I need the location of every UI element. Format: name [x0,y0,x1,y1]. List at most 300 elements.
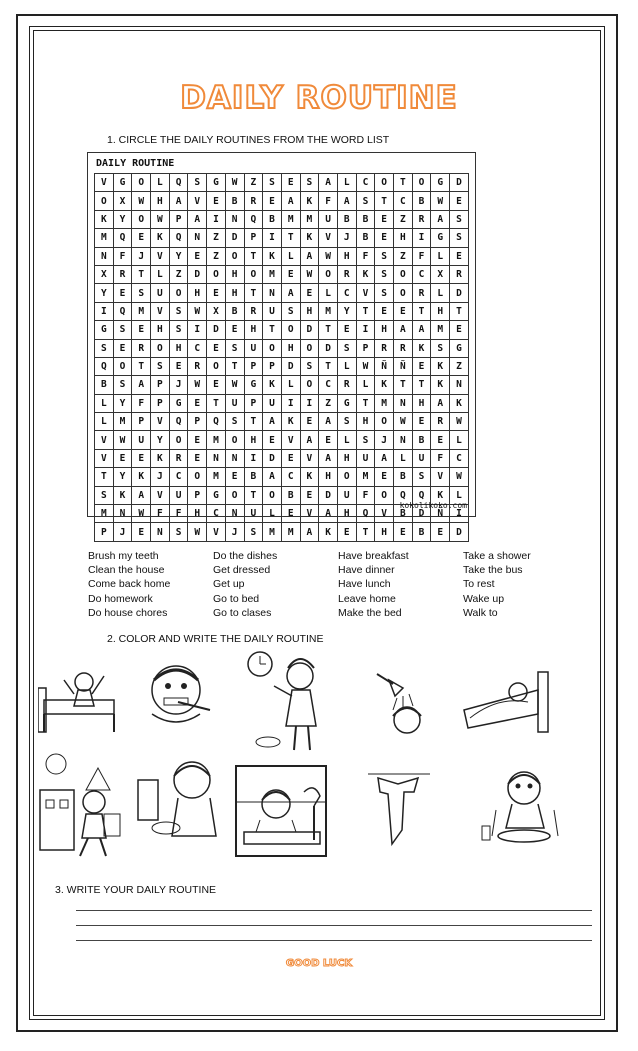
grid-letter[interactable]: K [412,339,431,357]
grid-letter[interactable]: K [375,376,394,394]
grid-letter[interactable]: L [95,394,114,412]
grid-letter[interactable]: N [113,505,132,523]
grid-letter[interactable]: X [95,265,114,283]
grid-letter[interactable]: U [244,339,263,357]
grid-letter[interactable]: E [431,431,450,449]
grid-letter[interactable]: T [207,394,226,412]
grid-letter[interactable]: F [356,247,375,265]
grid-letter[interactable]: S [300,174,319,192]
grid-letter[interactable]: T [244,247,263,265]
grid-letter[interactable]: W [394,413,413,431]
grid-letter[interactable]: U [132,431,151,449]
grid-letter[interactable]: A [281,284,300,302]
grid-letter[interactable]: H [281,339,300,357]
grid-letter[interactable]: A [319,449,338,467]
grid-letter[interactable]: I [244,449,263,467]
grid-letter[interactable]: Q [169,413,188,431]
grid-letter[interactable]: F [412,247,431,265]
grid-letter[interactable]: W [225,174,244,192]
grid-letter[interactable]: S [169,302,188,320]
grid-letter[interactable]: S [95,486,114,504]
grid-letter[interactable]: I [95,302,114,320]
grid-letter[interactable]: M [207,468,226,486]
grid-letter[interactable]: G [207,174,226,192]
grid-letter[interactable]: M [95,505,114,523]
grid-letter[interactable]: V [431,468,450,486]
grid-letter[interactable]: U [356,449,375,467]
grid-letter[interactable]: D [188,265,207,283]
grid-letter[interactable]: O [151,339,170,357]
grid-letter[interactable]: H [394,229,413,247]
grid-letter[interactable]: I [207,210,226,228]
grid-letter[interactable]: V [300,505,319,523]
grid-letter[interactable]: B [263,210,282,228]
grid-letter[interactable]: K [300,468,319,486]
grid-letter[interactable]: G [113,174,132,192]
grid-letter[interactable]: T [356,394,375,412]
grid-letter[interactable]: W [188,523,207,541]
grid-letter[interactable]: M [132,302,151,320]
grid-letter[interactable]: O [375,174,394,192]
grid-letter[interactable]: E [132,449,151,467]
grid-letter[interactable]: M [281,210,300,228]
grid-letter[interactable]: F [431,449,450,467]
grid-letter[interactable]: K [95,210,114,228]
grid-letter[interactable]: L [450,486,469,504]
grid-letter[interactable]: E [263,431,282,449]
grid-letter[interactable]: M [113,413,132,431]
grid-letter[interactable]: W [113,431,132,449]
grid-letter[interactable]: R [394,339,413,357]
grid-letter[interactable]: M [375,394,394,412]
grid-letter[interactable]: V [375,505,394,523]
grid-letter[interactable]: Z [244,174,263,192]
grid-letter[interactable]: C [450,449,469,467]
grid-letter[interactable]: O [95,192,114,210]
grid-letter[interactable]: A [263,468,282,486]
grid-letter[interactable]: R [169,449,188,467]
grid-letter[interactable]: E [412,413,431,431]
grid-letter[interactable]: W [431,192,450,210]
grid-letter[interactable]: D [450,523,469,541]
grid-letter[interactable]: E [412,357,431,375]
grid-letter[interactable]: T [394,174,413,192]
grid-letter[interactable]: S [263,174,282,192]
grid-letter[interactable]: G [207,486,226,504]
grid-letter[interactable]: L [431,247,450,265]
grid-letter[interactable]: M [300,210,319,228]
grid-letter[interactable]: H [375,321,394,339]
grid-letter[interactable]: A [132,376,151,394]
grid-letter[interactable]: M [431,321,450,339]
grid-letter[interactable]: O [263,339,282,357]
grid-letter[interactable]: E [113,284,132,302]
grid-letter[interactable]: V [95,449,114,467]
grid-letter[interactable]: R [412,284,431,302]
grid-letter[interactable]: E [375,302,394,320]
grid-letter[interactable]: O [225,431,244,449]
grid-letter[interactable]: W [225,376,244,394]
grid-letter[interactable]: W [450,413,469,431]
grid-letter[interactable]: E [394,523,413,541]
grid-letter[interactable]: Z [207,247,226,265]
grid-letter[interactable]: K [300,229,319,247]
grid-letter[interactable]: D [319,486,338,504]
grid-letter[interactable]: S [132,284,151,302]
grid-letter[interactable]: Y [169,247,188,265]
grid-letter[interactable]: S [412,468,431,486]
grid-letter[interactable]: P [151,376,170,394]
grid-letter[interactable]: E [113,449,132,467]
grid-letter[interactable]: O [225,486,244,504]
grid-letter[interactable]: E [375,468,394,486]
grid-letter[interactable]: A [300,523,319,541]
grid-letter[interactable]: P [95,523,114,541]
grid-letter[interactable]: O [263,486,282,504]
grid-letter[interactable]: T [132,357,151,375]
grid-letter[interactable]: R [244,192,263,210]
grid-letter[interactable]: Y [113,394,132,412]
grid-letter[interactable]: R [375,339,394,357]
grid-letter[interactable]: Z [450,357,469,375]
grid-letter[interactable]: C [356,174,375,192]
grid-letter[interactable]: H [375,523,394,541]
grid-letter[interactable]: S [375,265,394,283]
grid-letter[interactable]: S [356,192,375,210]
grid-letter[interactable]: O [375,486,394,504]
grid-letter[interactable]: H [225,284,244,302]
grid-letter[interactable]: I [356,321,375,339]
grid-letter[interactable]: C [207,505,226,523]
grid-letter[interactable]: K [263,376,282,394]
grid-letter[interactable]: E [132,321,151,339]
grid-letter[interactable]: A [319,413,338,431]
grid-letter[interactable]: B [356,229,375,247]
grid-letter[interactable]: A [319,174,338,192]
grid-letter[interactable]: H [151,192,170,210]
grid-letter[interactable]: B [394,505,413,523]
grid-letter[interactable]: S [450,210,469,228]
grid-letter[interactable]: V [188,192,207,210]
grid-letter[interactable]: H [225,265,244,283]
grid-letter[interactable]: S [244,523,263,541]
grid-letter[interactable]: Y [337,302,356,320]
grid-letter[interactable]: S [431,339,450,357]
grid-letter[interactable]: O [169,284,188,302]
grid-letter[interactable]: O [188,468,207,486]
grid-letter[interactable]: E [375,229,394,247]
grid-letter[interactable]: Q [169,174,188,192]
grid-letter[interactable]: E [450,247,469,265]
grid-letter[interactable]: H [356,413,375,431]
grid-letter[interactable]: E [394,302,413,320]
grid-letter[interactable]: R [412,210,431,228]
grid-letter[interactable]: W [450,468,469,486]
grid-letter[interactable]: K [113,486,132,504]
grid-letter[interactable]: T [412,302,431,320]
grid-letter[interactable]: L [431,284,450,302]
grid-letter[interactable]: V [151,413,170,431]
grid-letter[interactable]: R [337,265,356,283]
grid-letter[interactable]: B [244,468,263,486]
grid-letter[interactable]: E [281,505,300,523]
grid-letter[interactable]: A [263,413,282,431]
grid-letter[interactable]: V [151,486,170,504]
grid-letter[interactable]: B [412,192,431,210]
grid-letter[interactable]: U [412,449,431,467]
grid-letter[interactable]: V [95,174,114,192]
grid-letter[interactable]: D [263,449,282,467]
grid-letter[interactable]: H [244,431,263,449]
grid-letter[interactable]: E [281,174,300,192]
grid-letter[interactable]: O [394,265,413,283]
grid-letter[interactable]: E [450,321,469,339]
grid-letter[interactable]: C [281,468,300,486]
grid-letter[interactable]: Y [113,468,132,486]
grid-letter[interactable]: V [151,247,170,265]
grid-letter[interactable]: H [244,321,263,339]
grid-letter[interactable]: E [431,523,450,541]
grid-letter[interactable]: E [188,247,207,265]
grid-letter[interactable]: Z [207,229,226,247]
grid-letter[interactable]: B [337,210,356,228]
grid-letter[interactable]: D [412,505,431,523]
grid-letter[interactable]: L [281,247,300,265]
grid-letter[interactable]: E [169,357,188,375]
grid-letter[interactable]: Q [113,229,132,247]
grid-letter[interactable]: J [169,376,188,394]
grid-letter[interactable]: B [95,376,114,394]
grid-letter[interactable]: V [281,431,300,449]
grid-letter[interactable]: A [132,486,151,504]
grid-letter[interactable]: S [375,284,394,302]
grid-letter[interactable]: N [263,284,282,302]
grid-letter[interactable]: O [300,376,319,394]
grid-letter[interactable]: P [188,486,207,504]
grid-letter[interactable]: B [356,210,375,228]
grid-letter[interactable]: Z [394,210,413,228]
grid-letter[interactable]: B [412,431,431,449]
grid-letter[interactable]: A [412,321,431,339]
grid-letter[interactable]: L [394,449,413,467]
grid-letter[interactable]: A [431,394,450,412]
grid-letter[interactable]: D [450,174,469,192]
grid-letter[interactable]: K [151,229,170,247]
grid-letter[interactable]: S [113,376,132,394]
grid-letter[interactable]: D [300,321,319,339]
grid-letter[interactable]: S [356,431,375,449]
grid-letter[interactable]: M [263,523,282,541]
grid-letter[interactable]: R [450,265,469,283]
grid-letter[interactable]: S [169,321,188,339]
grid-letter[interactable]: O [412,174,431,192]
grid-letter[interactable]: S [281,302,300,320]
grid-letter[interactable]: E [188,394,207,412]
grid-letter[interactable]: K [319,523,338,541]
grid-letter[interactable]: P [244,357,263,375]
grid-letter[interactable]: C [394,192,413,210]
grid-letter[interactable]: B [412,523,431,541]
grid-letter[interactable]: V [207,523,226,541]
grid-letter[interactable]: N [394,431,413,449]
grid-letter[interactable]: H [300,302,319,320]
grid-letter[interactable]: G [95,321,114,339]
grid-letter[interactable]: E [207,192,226,210]
grid-letter[interactable]: H [319,468,338,486]
grid-letter[interactable]: N [207,449,226,467]
grid-letter[interactable]: V [319,229,338,247]
grid-letter[interactable]: G [450,339,469,357]
grid-letter[interactable]: I [450,505,469,523]
writing-line[interactable] [76,896,592,911]
grid-letter[interactable]: J [337,229,356,247]
grid-letter[interactable]: L [263,505,282,523]
grid-letter[interactable]: B [225,192,244,210]
grid-letter[interactable]: J [151,468,170,486]
grid-letter[interactable]: E [225,321,244,339]
grid-letter[interactable]: W [319,247,338,265]
grid-letter[interactable]: A [375,449,394,467]
grid-letter[interactable]: L [450,431,469,449]
grid-letter[interactable]: S [450,229,469,247]
grid-letter[interactable]: L [337,431,356,449]
grid-letter[interactable]: Ñ [431,505,450,523]
grid-letter[interactable]: Q [113,302,132,320]
grid-letter[interactable]: O [394,284,413,302]
grid-letter[interactable]: Q [169,229,188,247]
grid-letter[interactable]: M [95,229,114,247]
grid-letter[interactable]: A [300,431,319,449]
grid-letter[interactable]: D [319,339,338,357]
grid-letter[interactable]: L [337,174,356,192]
grid-letter[interactable]: O [375,413,394,431]
grid-letter[interactable]: E [375,210,394,228]
grid-letter[interactable]: D [207,321,226,339]
grid-letter[interactable]: E [337,523,356,541]
grid-letter[interactable]: O [300,339,319,357]
grid-letter[interactable]: E [207,284,226,302]
grid-letter[interactable]: T [244,486,263,504]
grid-letter[interactable]: G [337,394,356,412]
grid-letter[interactable]: U [263,394,282,412]
grid-letter[interactable]: N [225,449,244,467]
grid-letter[interactable]: T [450,302,469,320]
grid-letter[interactable]: O [113,357,132,375]
grid-letter[interactable]: X [431,265,450,283]
grid-letter[interactable]: E [188,431,207,449]
grid-letter[interactable]: H [188,505,207,523]
grid-letter[interactable]: S [225,339,244,357]
grid-letter[interactable]: A [319,505,338,523]
grid-letter[interactable]: T [132,265,151,283]
grid-letter[interactable]: H [337,247,356,265]
grid-letter[interactable]: D [281,357,300,375]
grid-letter[interactable]: N [225,210,244,228]
grid-letter[interactable]: Q [394,486,413,504]
grid-letter[interactable]: N [188,229,207,247]
grid-letter[interactable]: P [356,339,375,357]
grid-letter[interactable]: I [300,394,319,412]
grid-letter[interactable]: L [356,376,375,394]
writing-line[interactable] [76,926,592,941]
grid-letter[interactable]: J [375,431,394,449]
grid-letter[interactable]: E [281,265,300,283]
grid-letter[interactable]: O [337,468,356,486]
grid-letter[interactable]: C [169,468,188,486]
grid-letter[interactable]: A [188,210,207,228]
grid-letter[interactable]: E [132,523,151,541]
grid-letter[interactable]: W [188,376,207,394]
grid-letter[interactable]: C [319,376,338,394]
grid-letter[interactable]: T [394,376,413,394]
grid-letter[interactable]: T [319,357,338,375]
grid-letter[interactable]: P [151,394,170,412]
grid-letter[interactable]: U [319,210,338,228]
grid-letter[interactable]: I [412,229,431,247]
grid-letter[interactable]: C [337,284,356,302]
grid-letter[interactable]: U [151,284,170,302]
grid-letter[interactable]: U [263,302,282,320]
grid-letter[interactable]: W [188,302,207,320]
grid-letter[interactable]: B [281,486,300,504]
grid-letter[interactable]: S [225,413,244,431]
grid-letter[interactable]: X [113,192,132,210]
grid-letter[interactable]: R [431,413,450,431]
grid-letter[interactable]: V [151,302,170,320]
grid-letter[interactable]: H [169,339,188,357]
grid-letter[interactable]: I [188,321,207,339]
grid-letter[interactable]: T [356,523,375,541]
grid-letter[interactable]: K [431,376,450,394]
grid-letter[interactable]: M [207,431,226,449]
grid-letter[interactable]: G [431,174,450,192]
grid-letter[interactable]: S [151,357,170,375]
grid-letter[interactable]: P [244,394,263,412]
grid-letter[interactable]: Z [169,265,188,283]
grid-letter[interactable]: O [319,265,338,283]
grid-letter[interactable]: Ñ [394,357,413,375]
grid-letter[interactable]: F [319,192,338,210]
grid-letter[interactable]: O [132,174,151,192]
grid-letter[interactable]: C [188,339,207,357]
grid-letter[interactable]: O [169,431,188,449]
grid-letter[interactable]: G [169,394,188,412]
grid-letter[interactable]: N [95,247,114,265]
grid-letter[interactable]: E [300,413,319,431]
grid-letter[interactable]: H [337,449,356,467]
grid-letter[interactable]: U [337,486,356,504]
grid-letter[interactable]: D [450,284,469,302]
grid-letter[interactable]: P [244,229,263,247]
grid-letter[interactable]: E [132,229,151,247]
grid-letter[interactable]: T [375,192,394,210]
grid-letter[interactable]: W [151,210,170,228]
grid-letter[interactable]: M [319,302,338,320]
grid-letter[interactable]: V [300,449,319,467]
grid-letter[interactable]: A [394,321,413,339]
grid-letter[interactable]: F [151,505,170,523]
grid-letter[interactable]: E [300,486,319,504]
grid-letter[interactable]: O [244,265,263,283]
grid-letter[interactable]: E [113,339,132,357]
grid-letter[interactable]: O [207,357,226,375]
grid-letter[interactable]: R [132,339,151,357]
grid-letter[interactable]: Y [113,210,132,228]
grid-letter[interactable]: E [337,321,356,339]
grid-letter[interactable]: J [113,523,132,541]
grid-letter[interactable]: L [151,174,170,192]
writing-line[interactable] [76,911,592,926]
